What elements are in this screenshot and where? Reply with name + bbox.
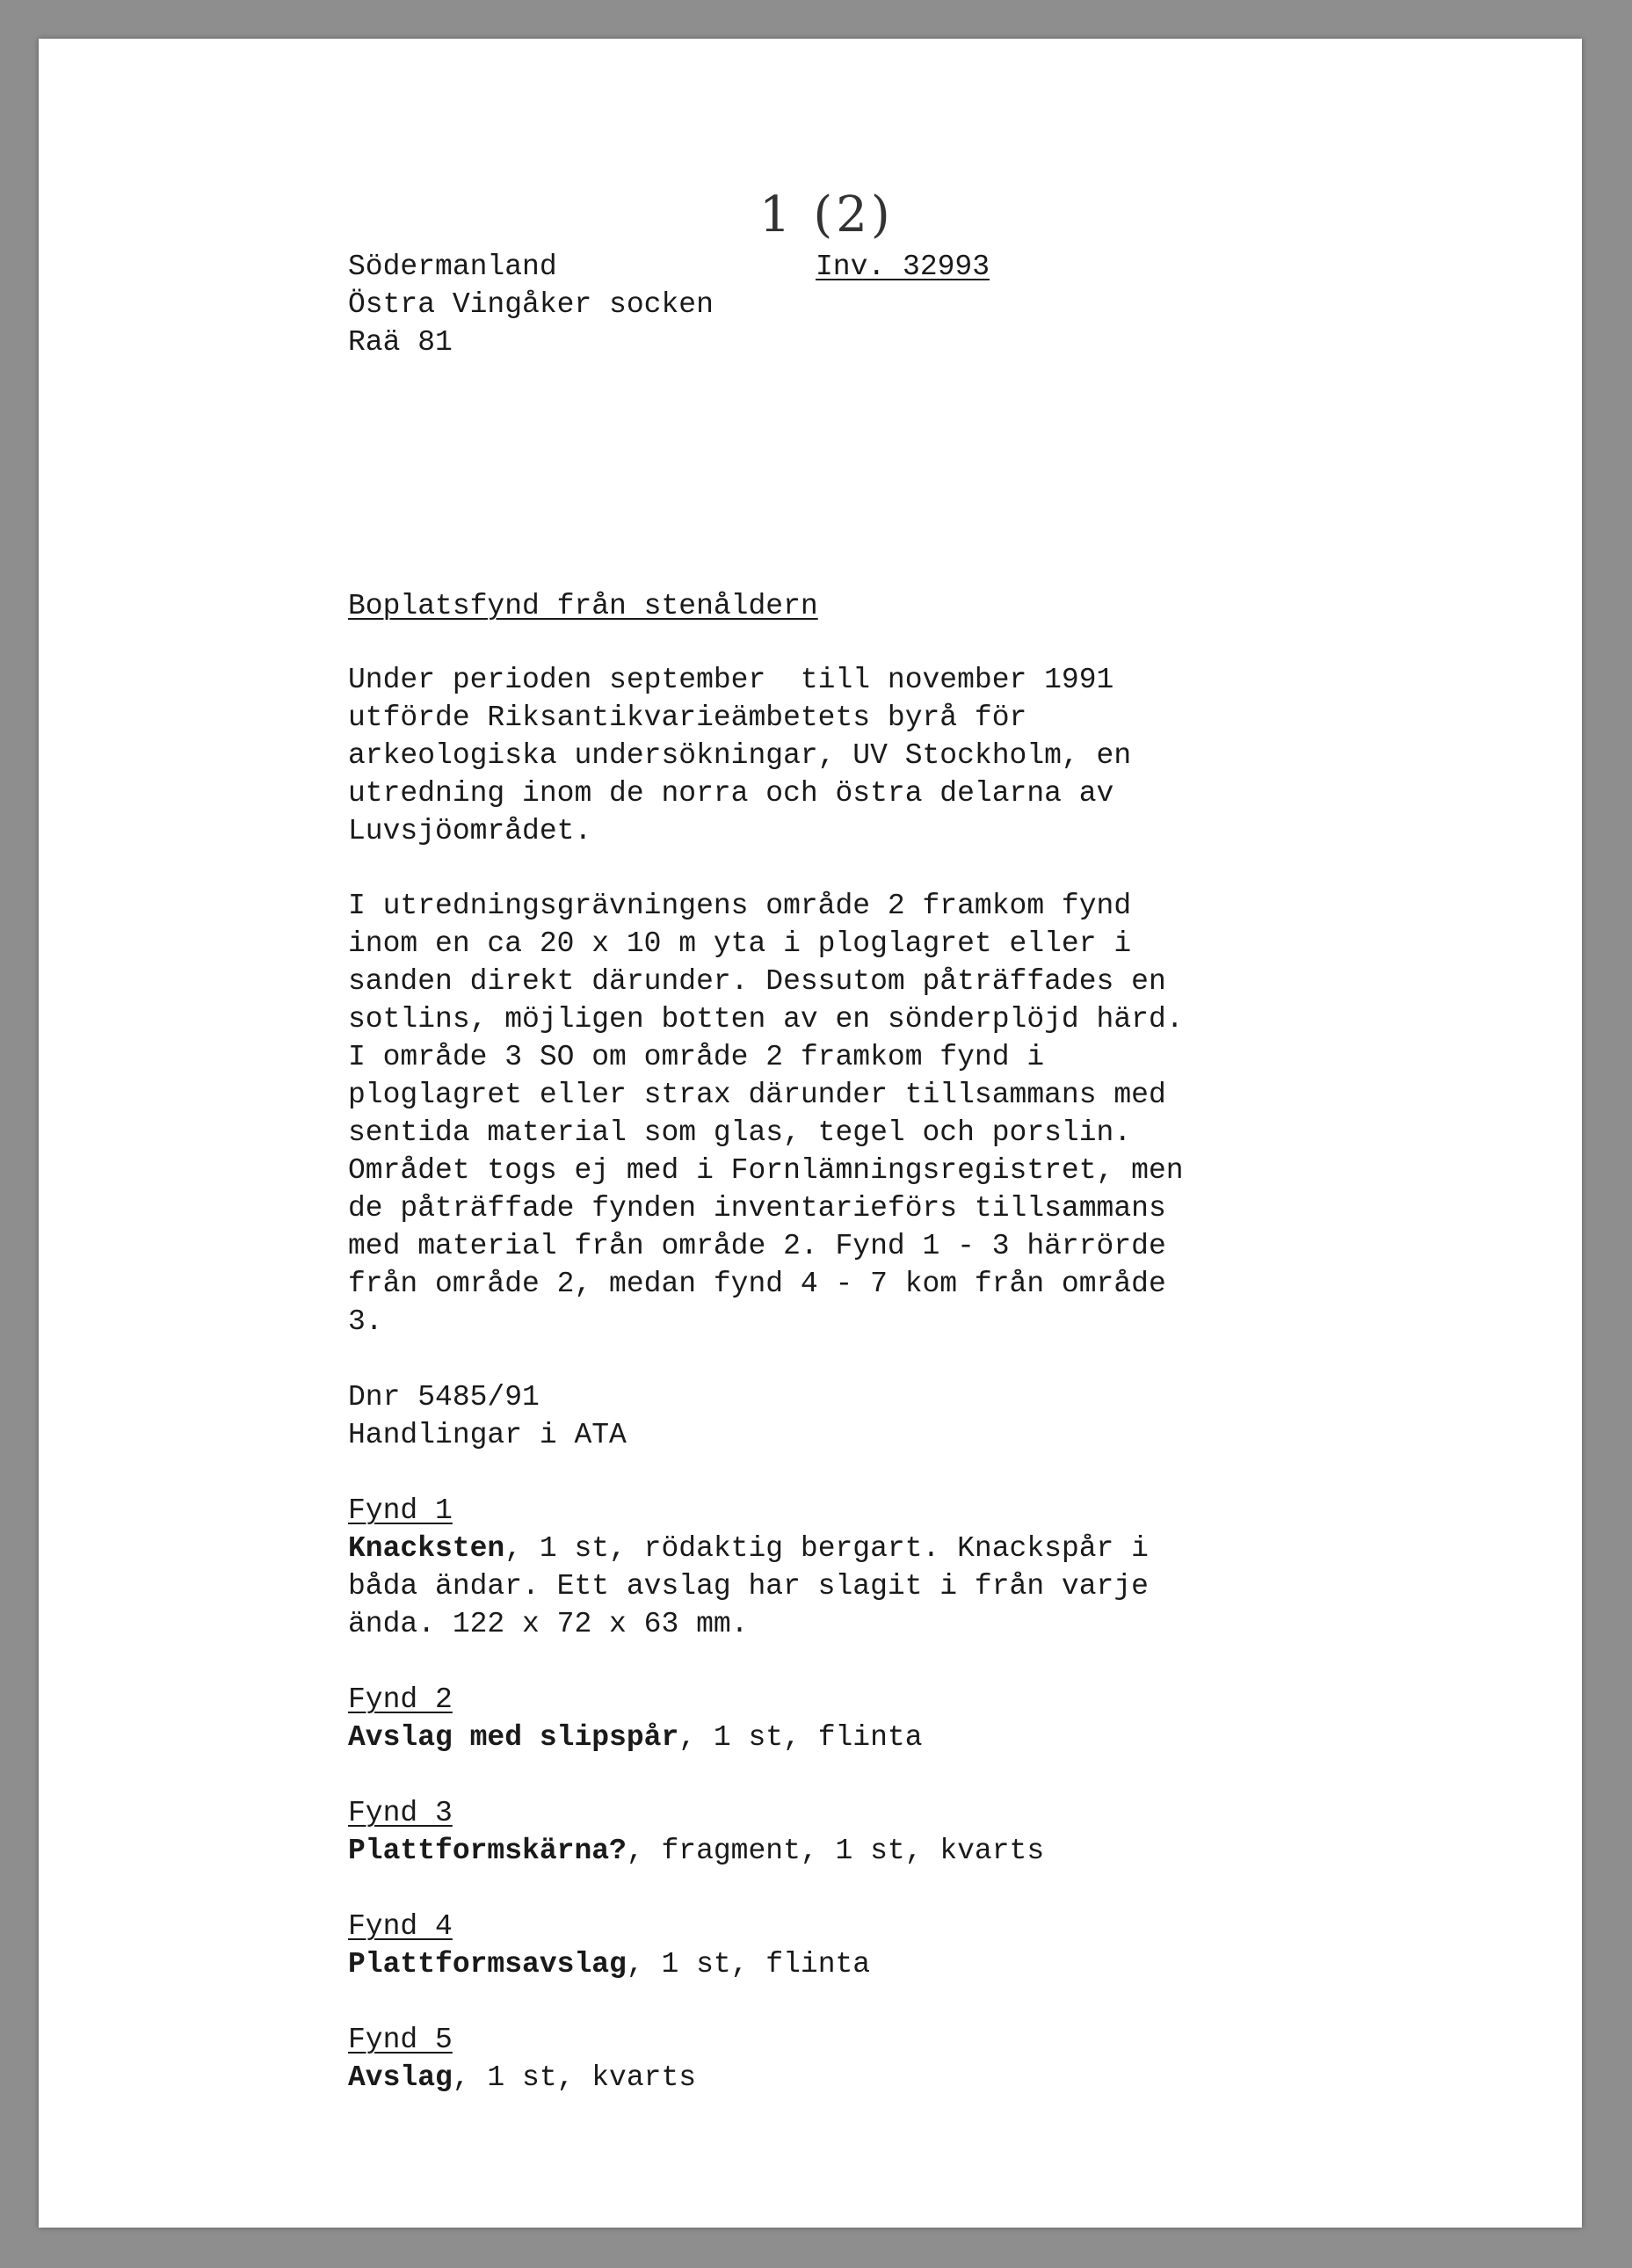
paragraph-line: ploglagret eller strax därunder tillsammans med [348, 1079, 1166, 1111]
find-text: , 1 st, rödaktig bergart. Knackspår i [504, 1532, 1149, 1565]
find-heading: Fynd 4 [348, 1910, 453, 1943]
find-name: Avslag med slipspår [348, 1721, 679, 1754]
find-text: , 1 st, flinta [678, 1721, 923, 1754]
paragraph-line: 3. [348, 1305, 383, 1338]
paragraph-line: Under perioden september till november 1991 [348, 664, 1114, 696]
page-number: 1 (2) [759, 186, 894, 244]
find-text: , fragment, 1 st, kvarts [626, 1835, 1045, 1867]
paragraph-line: I område 3 SO om område 2 framkom fynd i [348, 1041, 1045, 1073]
document-title: Boplatsfynd från stenåldern [348, 590, 818, 622]
paragraph-line: utredning inom de norra och östra delarna av [348, 777, 1114, 810]
find-description [348, 1719, 923, 1756]
find-description [348, 1530, 1149, 1567]
find-heading: Fynd 5 [348, 2024, 453, 2056]
find-heading: Fynd 2 [348, 1683, 453, 1716]
find-heading: Fynd 1 [348, 1494, 453, 1527]
paragraph-line: de påträffade fynden inventarieförs tillsammans [348, 1192, 1166, 1225]
paragraph-line: utförde Riksantikvarieämbetets byrå för [348, 701, 1027, 734]
find-heading: Fynd 3 [348, 1797, 453, 1829]
paragraph-line: med material från område 2. Fynd 1 - 3 härrörde [348, 1230, 1166, 1262]
paragraph-line: sanden direkt därunder. Dessutom påträffades en [348, 965, 1166, 998]
paragraph-line: arkeologiska undersökningar, UV Stockholm, en [348, 739, 1132, 772]
find-name: Plattformsavslag [348, 1948, 627, 1981]
header-inventory: Inv. 32993 [816, 251, 990, 283]
find-description [348, 2059, 696, 2097]
header-province: Södermanland [348, 251, 557, 283]
find-text: , 1 st, kvarts [452, 2061, 697, 2094]
find-name: Plattformskärna? [348, 1835, 627, 1867]
find-name: Knacksten [348, 1532, 505, 1565]
reference-dnr: Dnr 5485/91 [348, 1381, 540, 1414]
paragraph-line: Luvsjöområdet. [348, 815, 592, 847]
paragraph-line: sentida material som glas, tegel och porslin. [348, 1116, 1132, 1149]
find-description [348, 1832, 1044, 1870]
paragraph-line: inom en ca 20 x 10 m yta i ploglagret eller i [348, 927, 1132, 960]
paragraph-line: Området togs ej med i Fornlämningsregistret, men [348, 1154, 1184, 1187]
find-text: båda ändar. Ett avslag har slagit i från varje [348, 1570, 1149, 1603]
header-parish: Östra Vingåker socken [348, 288, 714, 321]
paragraph-line: från område 2, medan fynd 4 - 7 kom från område [348, 1268, 1166, 1300]
paragraph-line: I utredningsgrävningens område 2 framkom fynd [348, 890, 1132, 922]
paragraph-line: sotlins, möjligen botten av en sönderplöjd härd. [348, 1003, 1184, 1036]
reference-archive: Handlingar i ATA [348, 1419, 627, 1451]
document-page [39, 39, 1582, 2228]
find-description [348, 1945, 870, 1983]
header-raa: Raä 81 [348, 326, 453, 359]
find-name: Avslag [348, 2061, 453, 2094]
find-text: ända. 122 x 72 x 63 mm. [348, 1608, 749, 1640]
find-text: , 1 st, flinta [626, 1948, 871, 1981]
